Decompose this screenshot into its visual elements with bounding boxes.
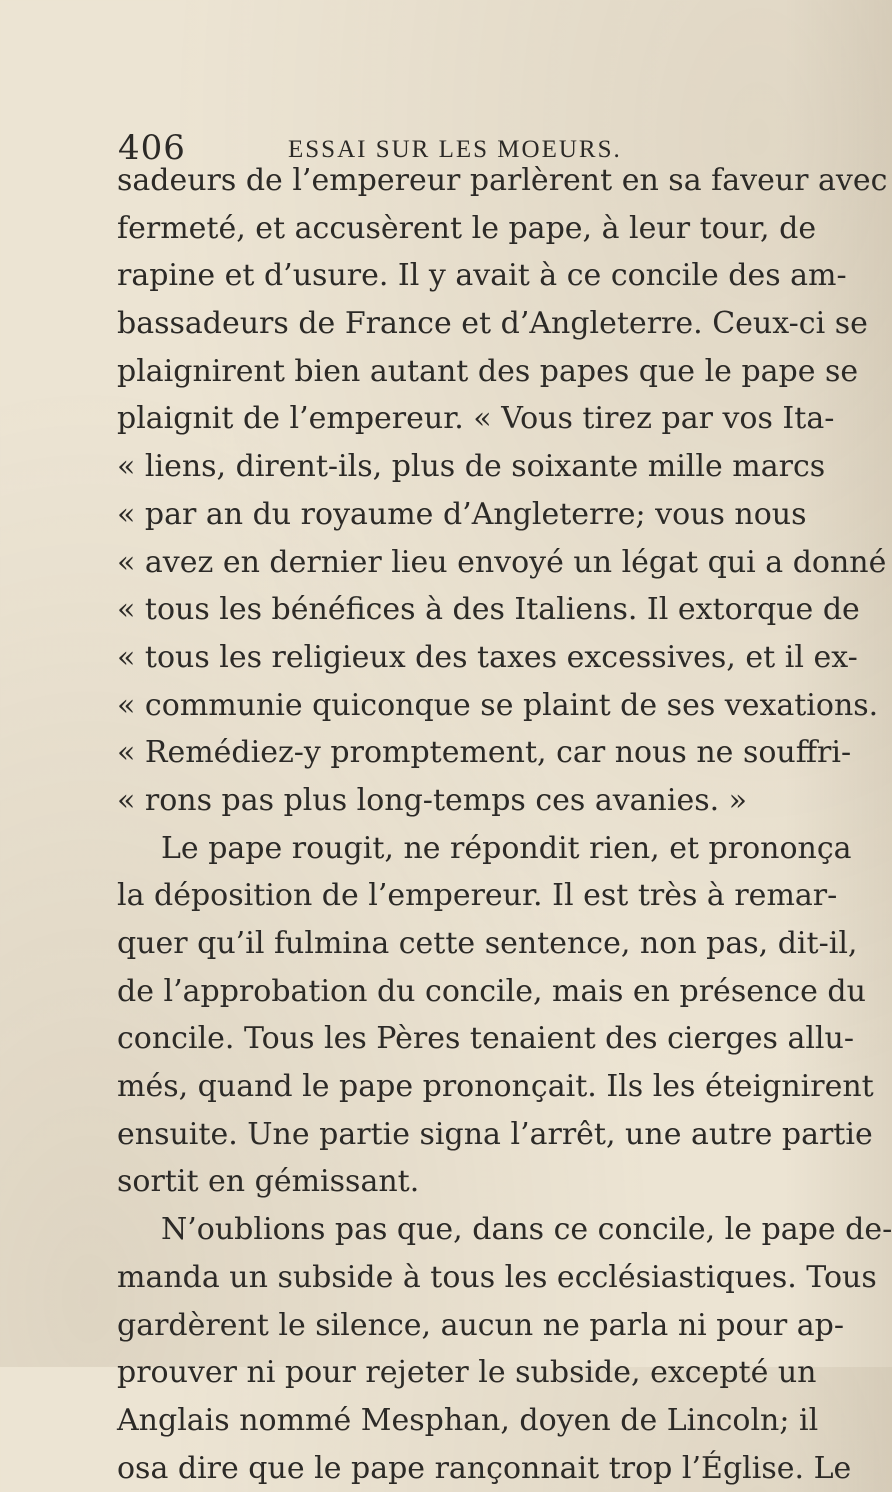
paragraph-first-line: N’oublions pas que, dans ce concile, le pape de- bbox=[161, 1212, 892, 1248]
text-line: quer qu’il fulmina cette sentence, non pas, dit-il, bbox=[117, 926, 858, 961]
page-number: 406 bbox=[118, 128, 186, 168]
text-line: la déposition de l’empereur. Il est très à remar- bbox=[117, 878, 838, 914]
body-text bbox=[117, 157, 892, 1492]
text-line: « par an du royaume d’Angleterre; vous nous bbox=[117, 496, 807, 532]
text-line: « tous les religieux des taxes excessives, et il ex- bbox=[117, 639, 858, 675]
text-line: més, quand le pape prononçait. Ils les éteignirent bbox=[117, 1069, 874, 1105]
text-line: plaignit de l’empereur. « Vous tirez par vos Ita- bbox=[117, 401, 835, 437]
text-line: de l’approbation du concile, mais en présence du bbox=[117, 973, 866, 1009]
text-line: gardèrent le silence, aucun ne parla ni pour ap- bbox=[117, 1307, 844, 1343]
text-line: concile. Tous les Pères tenaient des cierges allu- bbox=[117, 1021, 854, 1057]
text-line: Anglais nommé Mesphan, doyen de Lincoln; il bbox=[117, 1402, 819, 1438]
text-line: ensuite. Une partie signa l’arrêt, une autre partie bbox=[117, 1116, 873, 1152]
text-line: plaignirent bien autant des papes que le pape se bbox=[117, 353, 859, 389]
text-line: « liens, dirent-ils, plus de soixante mille marcs bbox=[117, 449, 826, 485]
text-line: sortit en gémissant. bbox=[117, 1164, 420, 1200]
text-line: « tous les bénéfices à des Italiens. Il extorque de bbox=[117, 592, 860, 628]
paragraph-first-line: Le pape rougit, ne répondit rien, et prononça bbox=[161, 830, 852, 866]
text-line: « communie quiconque se plaint de ses vexations. bbox=[117, 687, 879, 723]
text-line: « avez en dernier lieu envoyé un légat qui a donné bbox=[117, 544, 887, 580]
text-line: fermeté, et accusèrent le pape, à leur tour, de bbox=[117, 210, 817, 246]
text-line: rapine et d’usure. Il y avait à ce concile des am- bbox=[117, 258, 847, 294]
text-line: osa dire que le pape rançonnait trop l’Église. Le bbox=[117, 1450, 852, 1486]
text-line: « rons pas plus long-temps ces avanies. » bbox=[117, 782, 748, 818]
text-line: « Remédiez-y promptement, car nous ne souffri- bbox=[117, 735, 852, 771]
text-line: prouver ni pour rejeter le subside, excepté un bbox=[117, 1355, 817, 1391]
running-title: ESSAI SUR LES MOEURS. bbox=[288, 136, 622, 163]
text-line: bassadeurs de France et d’Angleterre. Ceux-ci se bbox=[117, 306, 868, 342]
text-line: sadeurs de l’empereur parlèrent en sa faveur avec bbox=[117, 163, 888, 198]
text-line: manda un subside à tous les ecclésiastiques. Tous bbox=[117, 1259, 877, 1295]
